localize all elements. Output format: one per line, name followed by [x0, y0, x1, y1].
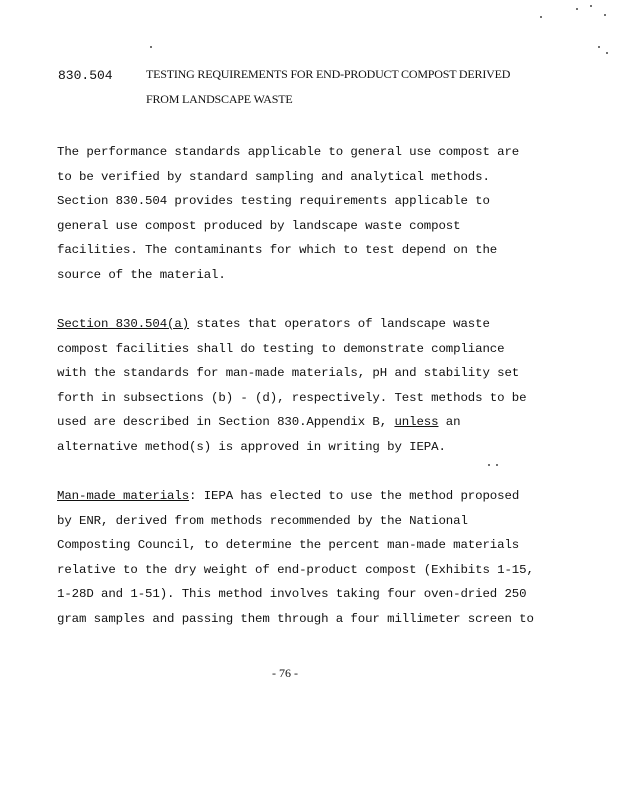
scan-speck	[540, 16, 542, 18]
page-number: - 76 -	[272, 666, 298, 680]
scan-speck	[606, 52, 608, 54]
text-line	[57, 484, 557, 509]
scan-speck	[496, 464, 498, 466]
text-line: to be verified by standard sampling and analytical methods.	[57, 169, 490, 184]
scan-speck	[150, 46, 152, 48]
text-line: relative to the dry weight of end-product compost (Exhibits 1-15,	[57, 562, 534, 577]
text-line	[57, 312, 557, 337]
section-number: 830.504	[58, 68, 113, 83]
scan-speck	[590, 5, 592, 7]
underlined-reference: Section 830.504(a)	[57, 317, 190, 331]
text-line: 1-28D and 1-51). This method involves taking four oven-dried 250	[57, 587, 527, 602]
text-line: alternative method(s) is approved in writing by IEPA.	[57, 439, 446, 454]
text-line: gram samples and passing them through a four millimeter screen to	[57, 611, 534, 626]
text-line: with the standards for man-made materials, pH and stability set	[57, 366, 520, 381]
text-line: Section 830.504 provides testing requirements applicable to	[57, 194, 490, 209]
text-line: by ENR, derived from methods recommended by the National	[57, 513, 468, 528]
paragraph-section-830-504a	[57, 312, 557, 460]
text-line	[57, 410, 557, 435]
text-line: facilities. The contaminants for which to test depend on the	[57, 243, 498, 258]
section-title-line: FROM LANDSCAPE WASTE	[146, 92, 293, 106]
text-line: Composting Council, to determine the percent man-made materials	[57, 538, 520, 553]
underlined-word: unless	[394, 415, 439, 430]
text-line: forth in subsections (b) - (d), respectively. Test methods to be	[57, 390, 527, 405]
text-line: compost facilities shall do testing to demonstrate compliance	[57, 341, 505, 356]
text-span: an	[438, 415, 461, 430]
underlined-heading: Man-made materials	[57, 489, 190, 503]
section-title-line: TESTING REQUIREMENTS FOR END-PRODUCT COMPOST DERIVED	[146, 67, 511, 81]
text-span: used are described in Section 830.Appendix B,	[57, 415, 395, 430]
scan-speck	[576, 8, 578, 10]
scan-speck	[604, 14, 606, 16]
text-line: source of the material.	[57, 267, 226, 282]
text-span: : IEPA has elected to use the method proposed	[189, 489, 520, 503]
text-line: general use compost produced by landscape waste compost	[57, 218, 461, 233]
paragraph-man-made-materials	[57, 484, 557, 632]
text-line: The performance standards applicable to general use compost are	[57, 145, 520, 159]
scan-speck	[488, 464, 490, 466]
text-span: states that operators of landscape waste	[189, 317, 490, 331]
scan-speck	[598, 46, 600, 48]
paragraph-performance-standards	[57, 140, 557, 288]
section-title	[146, 62, 566, 112]
